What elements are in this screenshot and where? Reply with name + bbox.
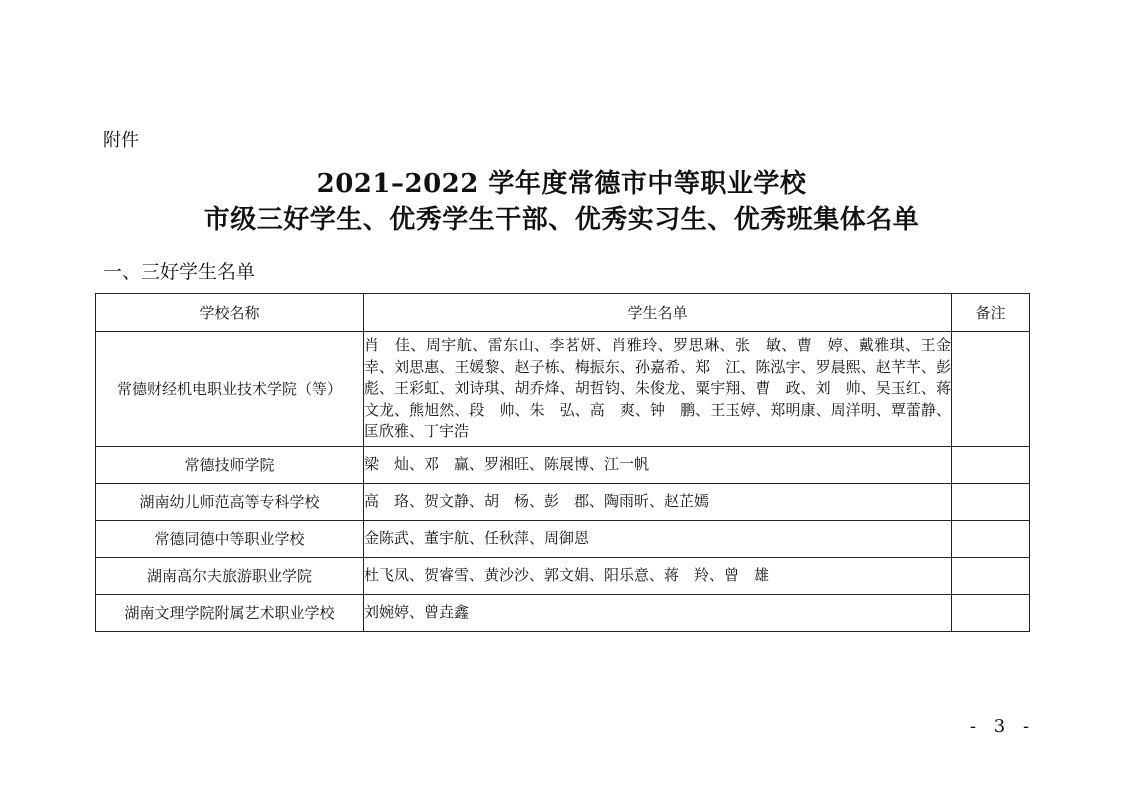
- remarks-cell: [952, 332, 1030, 447]
- page-number: - 3 -: [970, 716, 1036, 737]
- remarks-cell: [952, 484, 1030, 521]
- header-remarks: 备注: [952, 294, 1030, 332]
- student-names-cell: 杜飞凤、贺睿雪、黄沙沙、郭文娟、阳乐意、蒋 羚、曾 雄: [364, 558, 952, 595]
- student-names-cell: 梁 灿、邓 赢、罗湘旺、陈展博、江一帆: [364, 447, 952, 484]
- document-title-line2: 市级三好学生、优秀学生干部、优秀实习生、优秀班集体名单: [203, 205, 920, 235]
- student-names-cell: 肖 佳、周宇航、雷东山、李茗妍、肖雅玲、罗思琳、张 敏、曹 婷、戴雅琪、王金幸、刘思惠、王媛黎、赵子栋、梅振东、孙嘉希、郑 江、陈泓宇、罗晨熙、赵芊芊、彭 彪、王彩虹、刘诗琪、胡乔烽、胡哲钧、朱俊龙、粟宇翔、曹 政、刘 帅、吴玉红、蒋文龙、熊旭然、段 帅、朱 弘、高 爽、钟 鹏、王玉婷、郑明康、周洋明、覃蕾静、匡欣雅、丁宇浩: [364, 332, 952, 447]
- school-name-cell: 常德同德中等职业学校: [96, 521, 364, 558]
- table-row: [96, 521, 1030, 558]
- header-school: 学校名称: [96, 294, 364, 332]
- school-name-cell: 常德财经机电职业技术学院（等）: [96, 332, 364, 447]
- remarks-cell: [952, 447, 1030, 484]
- header-students: 学生名单: [364, 294, 952, 332]
- table-header-row: [96, 294, 1030, 332]
- school-name-cell: 湖南文理学院附属艺术职业学校: [96, 595, 364, 632]
- document-title-line1: 2021–2022 学年度常德市中等职业学校: [316, 169, 807, 199]
- attachment-label: 附件: [103, 130, 139, 151]
- table-row: [96, 447, 1030, 484]
- school-name-cell: 常德技师学院: [96, 447, 364, 484]
- student-names-cell: 高 珞、贺文静、胡 杨、彭 郡、陶雨昕、赵芷嫣: [364, 484, 952, 521]
- remarks-cell: [952, 558, 1030, 595]
- school-name-cell: 湖南幼儿师范高等专科学校: [96, 484, 364, 521]
- table-row: [96, 558, 1030, 595]
- honor-list-table: [95, 293, 1030, 632]
- table-row: [96, 332, 1030, 447]
- school-name-cell: 湖南高尔夫旅游职业学院: [96, 558, 364, 595]
- remarks-cell: [952, 595, 1030, 632]
- student-names-cell: 刘婉婷、曾垚鑫: [364, 595, 952, 632]
- table-row: [96, 595, 1030, 632]
- section-heading: 一、三好学生名单: [103, 261, 256, 283]
- remarks-cell: [952, 521, 1030, 558]
- student-names-cell: 金陈武、董宇航、任秋萍、周御恩: [364, 521, 952, 558]
- table-row: [96, 484, 1030, 521]
